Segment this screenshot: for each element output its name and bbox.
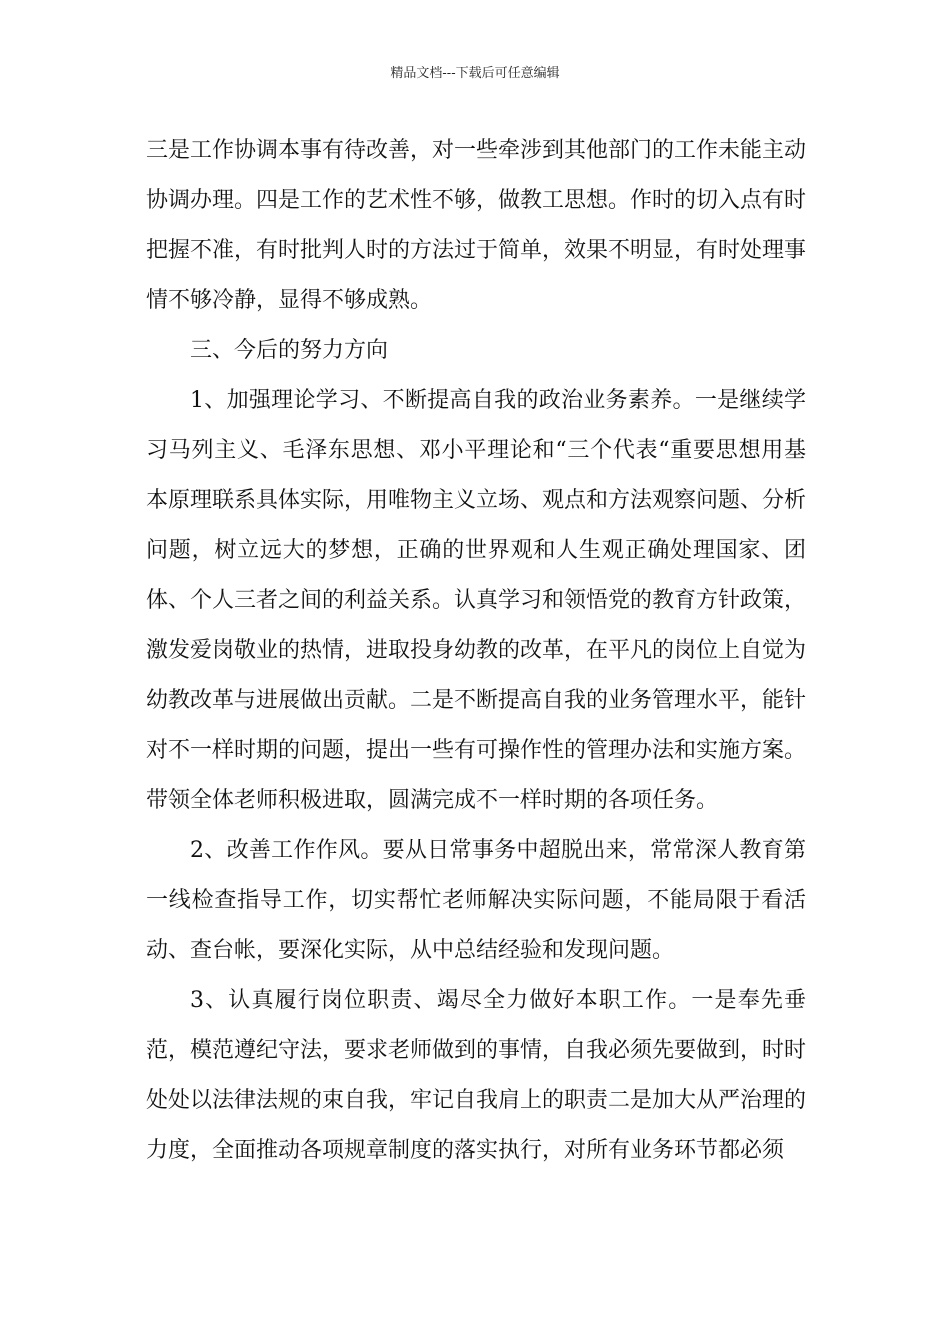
paragraph-1: 三是工作协调本事有待改善，对一些牵涉到其他部门的工作未能主动协调办理。四是工作的艺术性不够，做教工思想。作时的切入点有时把握不准，有时批判人时的方法过于简单，效果不明显，有时处理事情不够冷静，显得不够成熟。 (146, 138, 807, 313)
paragraph-3: 2、改善工作作风。要从日常事务中超脱出来，常常深人教育第一线检查指导工作，切实帮忙老师解决实际问题，不能局限于看活动、查台帐，要深化实际，从中总结经验和发现问题。 (146, 838, 806, 963)
paragraph-4: 3、认真履行岗位职责、竭尽全力做好本职工作。一是奉先垂范，模范遵纪守法，要求老师做到的事情，自我必须先要做到，时时处处以法律法规的束自我，牢记自我肩上的职责二是加大从严治理的力度，全面推动各项规章制度的落实执行，对所有业务环节都必须 (146, 988, 807, 1163)
paragraph-2: 1、加强理论学习、不断提高自我的政治业务素养。一是继续学习马列主义、毛泽东思想、邓小平理论和“三个代表“重要思想用基本原理联系具体实际，用唯物主义立场、观点和方法观察问题、分析问题，树立远大的梦想，正确的世界观和人生观正确处理国家、团体、个人三者之间的利益关系。认真学习和领悟党的教育方针政策，激发爱岗敬业的热情，进取投身幼教的改革，在平凡的岗位上自觉为幼教改革与进展做出贡献。二是不断提高自我的业务管理水平，能针对不一样时期的问题，提出一些有可操作性的管理办法和实施方案。带领全体老师积极进取，圆满完成不一样时期的各项任务。 (146, 388, 807, 813)
section-heading: 三、今后的努力方向 (190, 338, 389, 363)
page-header: 精品文档---下载后可任意编辑 (390, 66, 560, 81)
document-body (146, 126, 806, 1176)
